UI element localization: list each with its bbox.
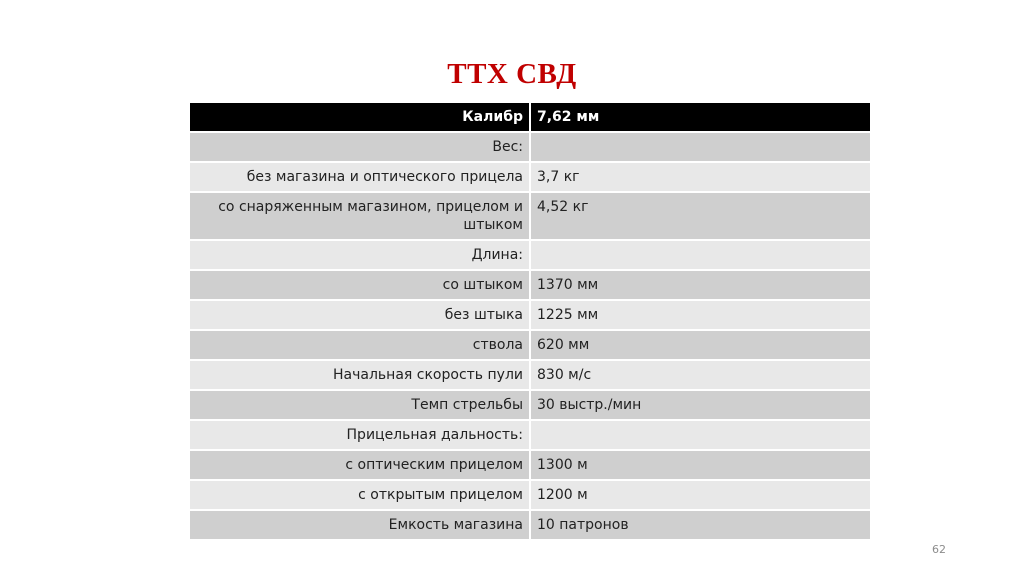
table-row	[189, 330, 871, 360]
slide-title: ТТХ СВД	[447, 58, 577, 90]
table-row	[189, 240, 871, 270]
spec-label: Темп стрельбы	[189, 390, 530, 420]
spec-label: Калибр	[189, 102, 530, 132]
spec-value: 1370 мм	[530, 270, 871, 300]
table-row	[189, 300, 871, 330]
specs-table	[188, 101, 872, 541]
table-header-row	[189, 102, 871, 132]
spec-label: Вес:	[189, 132, 530, 162]
spec-label: без штыка	[189, 300, 530, 330]
spec-value: 4,52 кг	[530, 192, 871, 240]
table-row	[189, 270, 871, 300]
table-row	[189, 360, 871, 390]
table-row	[189, 420, 871, 450]
spec-value: 3,7 кг	[530, 162, 871, 192]
spec-value: 620 мм	[530, 330, 871, 360]
spec-label: с оптическим прицелом	[189, 450, 530, 480]
spec-label: со снаряженным магазином, прицелом и штыком	[189, 192, 530, 240]
table-row	[189, 480, 871, 510]
page-number: 62	[932, 543, 946, 556]
table-row	[189, 132, 871, 162]
spec-value: 1225 мм	[530, 300, 871, 330]
spec-label: Длина:	[189, 240, 530, 270]
table-row	[189, 390, 871, 420]
spec-label: с открытым прицелом	[189, 480, 530, 510]
spec-value: 7,62 мм	[530, 102, 871, 132]
spec-value: 830 м/с	[530, 360, 871, 390]
spec-label: Начальная скорость пули	[189, 360, 530, 390]
table-row	[189, 450, 871, 480]
spec-label: без магазина и оптического прицела	[189, 162, 530, 192]
spec-value: 1200 м	[530, 480, 871, 510]
spec-value	[530, 132, 871, 162]
table-row	[189, 192, 871, 240]
spec-value: 1300 м	[530, 450, 871, 480]
spec-label: Прицельная дальность:	[189, 420, 530, 450]
spec-value	[530, 420, 871, 450]
spec-label: ствола	[189, 330, 530, 360]
spec-value: 30 выстр./мин	[530, 390, 871, 420]
table-row	[189, 162, 871, 192]
spec-label: со штыком	[189, 270, 530, 300]
table-row	[189, 510, 871, 540]
spec-value	[530, 240, 871, 270]
spec-value: 10 патронов	[530, 510, 871, 540]
spec-label: Емкость магазина	[189, 510, 530, 540]
